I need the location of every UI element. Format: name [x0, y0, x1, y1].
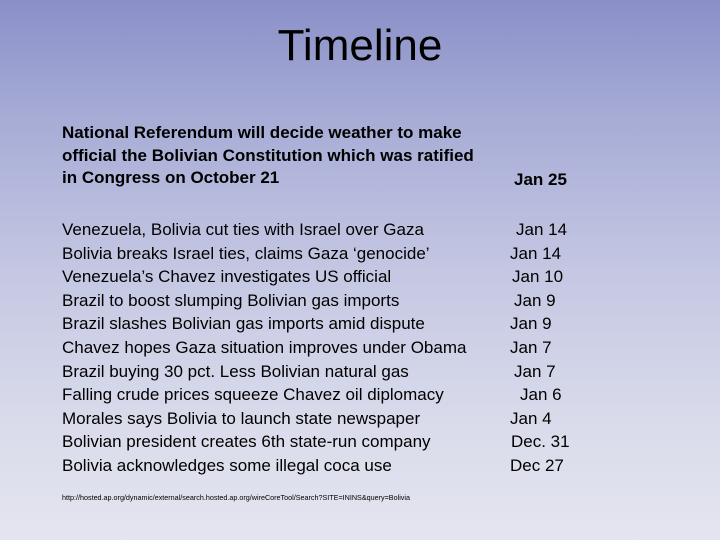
headline-date: Jan 6 — [520, 385, 562, 405]
headline-item: Brazil to boost slumping Bolivian gas imports — [62, 290, 400, 310]
headline-item: Bolivia breaks Israel ties, claims Gaza ‘genocide’ — [62, 243, 430, 263]
headline-item: Venezuela, Bolivia cut ties with Israel over Gaza — [62, 220, 424, 239]
headline-date: Jan 4 — [510, 408, 552, 428]
headline-date: Dec. 31 — [511, 432, 570, 452]
headline-date: Jan 9 — [514, 290, 556, 310]
headline-list — [62, 218, 502, 478]
headline-date: Dec 27 — [510, 455, 564, 475]
headline-date: Jan 9 — [510, 314, 552, 334]
headline-date: Jan 10 — [512, 267, 564, 287]
headline-item: Morales says Bolivia to launch state newspaper — [62, 408, 421, 428]
intro-line: in Congress on October 21 — [62, 168, 280, 187]
headline-item: Falling crude prices squeeze Chavez oil diplomacy — [62, 385, 444, 405]
intro-date: Jan 25 — [514, 170, 567, 189]
headline-item: Venezuela’s Chavez investigates US official — [62, 267, 392, 287]
headline-date: Jan 7 — [514, 361, 556, 381]
headline-item: Brazil slashes Bolivian gas imports amid dispute — [62, 314, 425, 334]
intro-line: National Referendum will decide weather to make — [62, 123, 462, 142]
intro-line: official the Bolivian Constitution which was ratified — [62, 145, 474, 165]
slide-title: Timeline — [277, 21, 443, 70]
date-list — [500, 218, 600, 478]
headline-date: Jan 14 — [516, 220, 568, 239]
headline-item: Bolivian president creates 6th state-run company — [62, 432, 431, 452]
headline-date: Jan 7 — [510, 337, 552, 357]
headline-item: Brazil buying 30 pct. Less Bolivian natural gas — [62, 361, 409, 381]
headline-item: Chavez hopes Gaza situation improves under Obama — [62, 337, 467, 357]
source-url: http://hosted.ap.org/dynamic/external/search.hosted.ap.org/wireCoreTool/Search?SITE=ININS&query=Bolivia — [62, 493, 410, 502]
headline-date: Jan 14 — [510, 243, 562, 263]
headline-item: Bolivia acknowledges some illegal coca use — [62, 455, 392, 475]
intro-text — [62, 122, 502, 190]
